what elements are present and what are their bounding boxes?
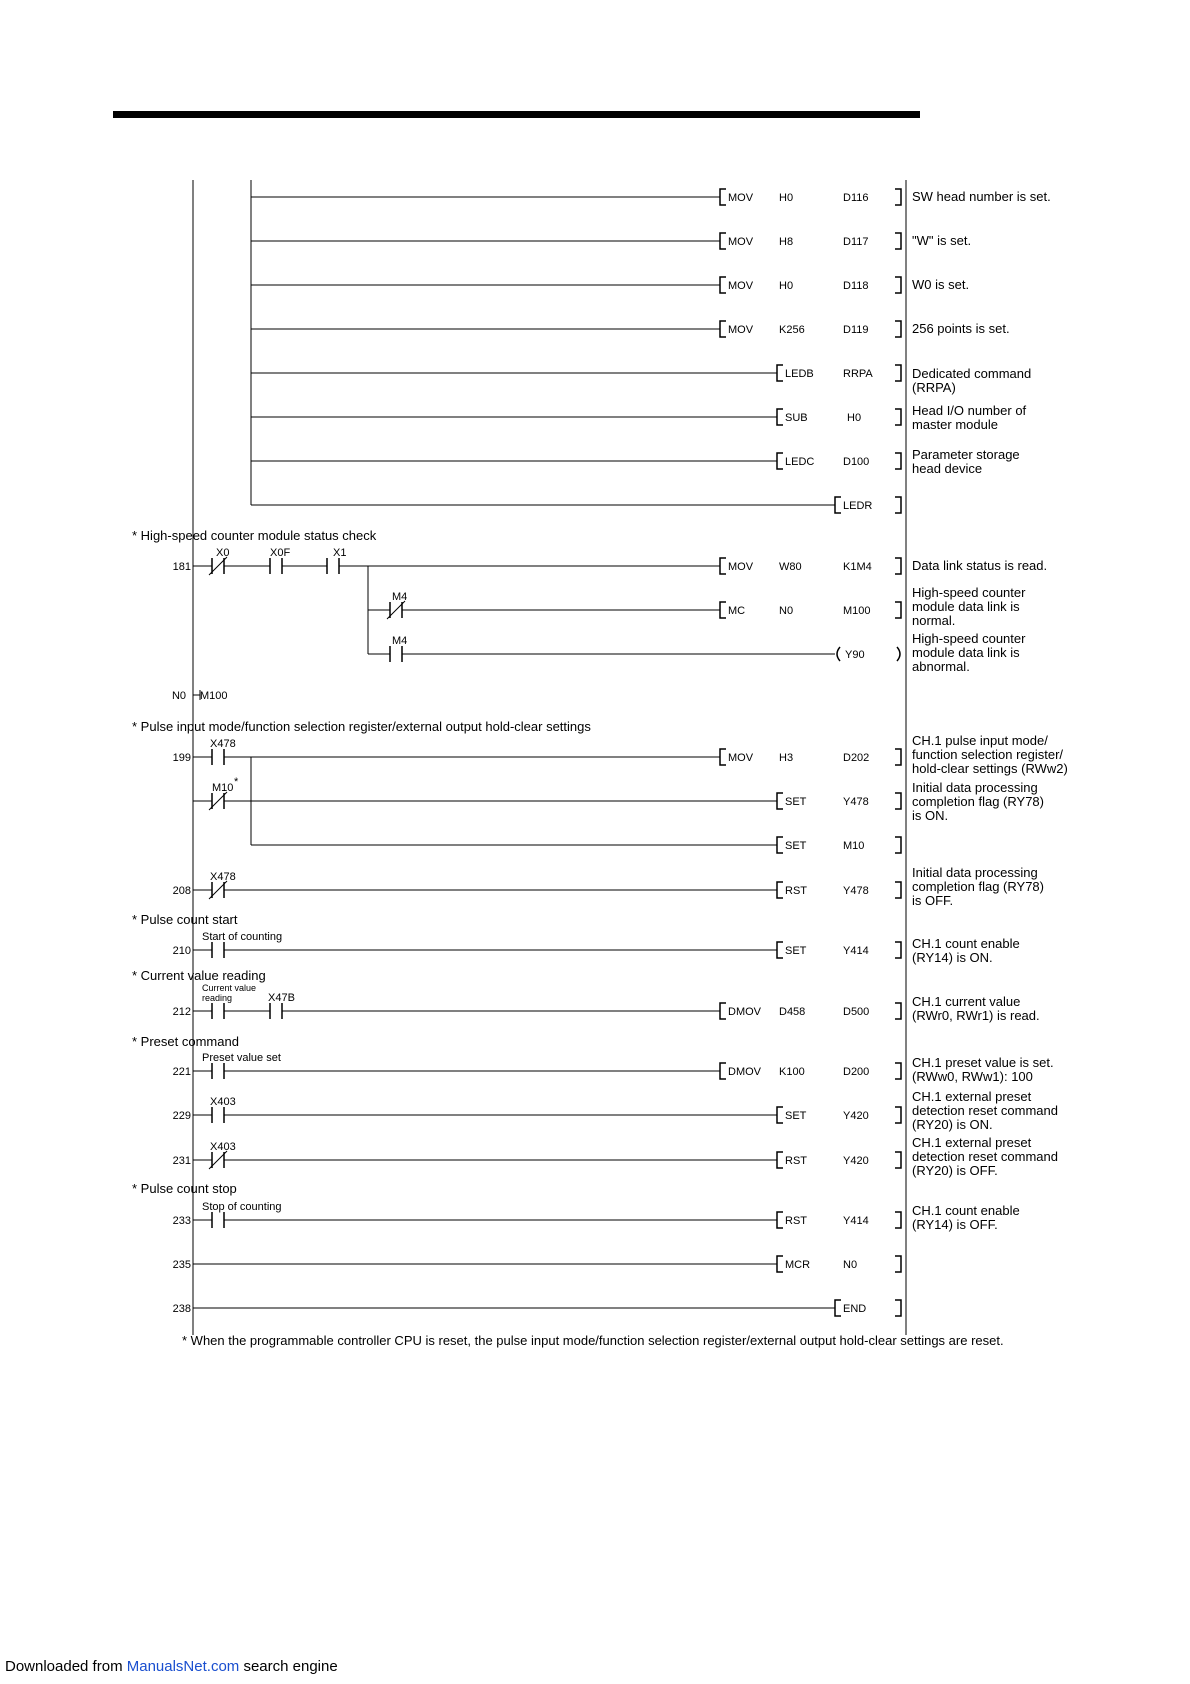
step-212: 212 <box>172 1006 191 1018</box>
contact-cvr <box>212 1003 224 1019</box>
op-21: MCR <box>785 1259 811 1271</box>
op-6: LEDC <box>785 456 815 468</box>
d-11: D202 <box>843 752 870 764</box>
comment-18-1: detection reset command <box>912 1103 1058 1118</box>
step-238: 238 <box>172 1303 191 1315</box>
step-208: 208 <box>172 885 191 897</box>
bracket-rst-3 <box>777 1212 783 1228</box>
section-current-value-reading: * Current value reading <box>132 968 266 983</box>
bracket-end <box>835 1300 841 1316</box>
s-18: Y420 <box>843 1110 869 1122</box>
comment-12-0: Initial data processing <box>912 780 1038 795</box>
comment-9-1: module data link is <box>912 599 1020 614</box>
comment-10-1: module data link is <box>912 645 1020 660</box>
label-x1: X1 <box>333 547 347 559</box>
d-0: D116 <box>843 192 869 204</box>
comment-20-1: (RY14) is OFF. <box>912 1217 998 1232</box>
contact-x403-nc <box>209 1151 227 1169</box>
s-14: Y478 <box>843 885 869 897</box>
comment-4-1: (RRPA) <box>912 380 956 395</box>
op-0: MOV <box>728 192 754 204</box>
comment-15-0: CH.1 count enable <box>912 936 1020 951</box>
d-2: D118 <box>843 280 869 292</box>
s-12: Y478 <box>843 796 869 808</box>
bracket-mov-3 <box>720 277 726 293</box>
comment-18-0: CH.1 external preset <box>912 1089 1032 1104</box>
label-x403-a: X403 <box>210 1096 236 1108</box>
mc-marker-n: N0 <box>171 690 186 702</box>
contact-preset <box>212 1063 224 1079</box>
comment-1-0: "W" is set. <box>912 233 972 248</box>
section-pulse-count-start: * Pulse count start <box>132 912 238 927</box>
contact-x403-no <box>212 1107 224 1123</box>
label-x478-b: X478 <box>210 871 236 883</box>
section-preset-command: * Preset command <box>132 1034 239 1049</box>
s-11: H3 <box>779 752 794 764</box>
op-13: SET <box>785 840 807 852</box>
download-footer <box>5 1658 338 1675</box>
contact-m10 <box>209 792 227 810</box>
comment-17-1: (RWw0, RWw1): 100 <box>912 1069 1033 1084</box>
s-8: W80 <box>779 561 802 573</box>
op-8: MOV <box>728 561 754 573</box>
section-pulse-input: * Pulse input mode/function selection register/external output hold-clear settings <box>132 719 591 734</box>
label-x0f: X0F <box>270 547 291 559</box>
contact-x1 <box>327 558 339 574</box>
op-5: SUB <box>785 412 808 424</box>
d-3: D119 <box>843 324 869 336</box>
comment-15-1: (RY14) is ON. <box>912 950 993 965</box>
s-0: H0 <box>779 192 794 204</box>
bracket-mov-6 <box>720 749 726 765</box>
comment-10-0: High-speed counter <box>912 631 1026 646</box>
header-rule <box>113 111 920 118</box>
s-20: Y414 <box>843 1215 869 1227</box>
comment-4-0: Dedicated command <box>912 366 1032 381</box>
bracket-mov-5 <box>720 558 726 574</box>
d-1: D117 <box>843 236 869 248</box>
op-20: RST <box>785 1215 807 1227</box>
comment-6-0: Parameter storage <box>912 447 1020 462</box>
comment-9-2: normal. <box>912 613 956 628</box>
s-13: M10 <box>843 840 865 852</box>
comment-19-2: (RY20) is OFF. <box>912 1163 998 1178</box>
s-16: D458 <box>779 1006 806 1018</box>
bracket-mov-4 <box>720 321 726 337</box>
label-preset-value-set: Preset value set <box>202 1052 281 1064</box>
step-181: 181 <box>172 561 191 573</box>
section-status-check: * High-speed counter module status check <box>132 528 377 543</box>
comment-14-0: Initial data processing <box>912 865 1038 880</box>
label-m10: M10 <box>212 782 234 794</box>
bracket-ledc <box>777 453 783 469</box>
comment-0-0: SW head number is set. <box>912 189 1051 204</box>
op-4: LEDB <box>785 368 814 380</box>
step-233: 233 <box>172 1215 191 1227</box>
comment-8-0: Data link status is read. <box>912 558 1048 573</box>
bracket-ledr <box>835 497 841 513</box>
op-22: END <box>843 1303 867 1315</box>
comment-10-2: abnormal. <box>912 659 970 674</box>
step-221: 221 <box>172 1066 191 1078</box>
section-pulse-count-stop: * Pulse count stop <box>132 1181 237 1196</box>
s-6: D100 <box>843 456 870 468</box>
comment-14-1: completion flag (RY78) <box>912 879 1044 894</box>
s-9: N0 <box>779 605 794 617</box>
d-8: K1M4 <box>843 561 872 573</box>
bracket-dmov-2 <box>720 1063 726 1079</box>
s-17: K100 <box>779 1066 805 1078</box>
s-2: H0 <box>779 280 794 292</box>
footer-suffix: search engine <box>239 1658 338 1675</box>
op-3: MOV <box>728 324 754 336</box>
op-2: MOV <box>728 280 754 292</box>
op-15: SET <box>785 945 807 957</box>
op-12: SET <box>785 796 807 808</box>
comment-19-1: detection reset command <box>912 1149 1058 1164</box>
s-4: RRPA <box>843 368 873 380</box>
label-x47b: X47B <box>268 992 295 1004</box>
bracket-set-4 <box>777 1107 783 1123</box>
bracket-sub <box>777 409 783 425</box>
label-x0: X0 <box>216 547 230 559</box>
comment-16-1: (RWr0, RWr1) is read. <box>912 1008 1040 1023</box>
bracket-set-1 <box>777 793 783 809</box>
label-x478-a: X478 <box>210 738 236 750</box>
d-16: D500 <box>843 1006 870 1018</box>
comment-17-0: CH.1 preset value is set. <box>912 1055 1054 1070</box>
contact-stop <box>212 1212 224 1228</box>
mc-marker-m: M100 <box>200 690 228 702</box>
label-cvr-line1: Current value <box>202 983 257 993</box>
step-229: 229 <box>172 1110 191 1122</box>
op-9: MC <box>728 605 746 617</box>
op-17: DMOV <box>728 1066 761 1078</box>
label-stop-of-counting: Stop of counting <box>202 1201 282 1213</box>
comment-18-2: (RY20) is ON. <box>912 1117 993 1132</box>
s-21: N0 <box>843 1259 858 1271</box>
contact-m4-nc <box>387 601 405 619</box>
bracket-rst-1 <box>777 882 783 898</box>
s-15: Y414 <box>843 945 869 957</box>
comment-12-1: completion flag (RY78) <box>912 794 1044 809</box>
contact-m4-no <box>390 646 402 662</box>
op-11: MOV <box>728 752 754 764</box>
bracket-mc <box>720 602 726 618</box>
op-10: Y90 <box>845 649 865 661</box>
d-17: D200 <box>843 1066 870 1078</box>
comment-11-1: function selection register/ <box>912 747 1064 762</box>
contact-x0f <box>270 558 282 574</box>
comment-19-0: CH.1 external preset <box>912 1135 1032 1150</box>
label-m4-b: M4 <box>392 635 408 647</box>
label-start-of-counting: Start of counting <box>202 931 283 943</box>
coil-y90-left <box>837 647 840 661</box>
manualsnet-link[interactable]: ManualsNet.com <box>126 1658 240 1675</box>
s-3: K256 <box>779 324 805 336</box>
comment-12-2: is ON. <box>912 808 949 823</box>
contact-start <box>212 942 224 958</box>
bracket-ledb <box>777 365 783 381</box>
contact-x47b <box>270 1003 282 1019</box>
op-19: RST <box>785 1155 807 1167</box>
bracket-rst-2 <box>777 1152 783 1168</box>
footnote: * When the programmable controller CPU is reset, the pulse input mode/function selection register/external output hold-clear settings are reset. <box>182 1333 1004 1348</box>
label-m4-a: M4 <box>392 591 408 603</box>
comment-5-0: Head I/O number of <box>912 403 1027 418</box>
s-19: Y420 <box>843 1155 869 1167</box>
label-x403-b: X403 <box>210 1141 236 1153</box>
comment-16-0: CH.1 current value <box>912 994 1021 1009</box>
step-199: 199 <box>172 752 191 764</box>
comment-6-1: head device <box>912 461 983 476</box>
contact-x478-nc <box>209 881 227 899</box>
comment-20-0: CH.1 count enable <box>912 1203 1020 1218</box>
comment-9-0: High-speed counter <box>912 585 1026 600</box>
op-16: DMOV <box>728 1006 761 1018</box>
op-14: RST <box>785 885 807 897</box>
s-1: H8 <box>779 236 794 248</box>
step-210: 210 <box>172 945 191 957</box>
label-star: * <box>234 776 239 788</box>
comment-5-1: master module <box>912 417 998 432</box>
comment-11-0: CH.1 pulse input mode/ <box>912 733 1048 748</box>
op-7: LEDR <box>843 500 873 512</box>
comment-3-0: 256 points is set. <box>912 321 1010 336</box>
bracket-mov-1 <box>720 189 726 205</box>
footer-prefix: Downloaded from <box>5 1658 127 1675</box>
step-231: 231 <box>172 1155 191 1167</box>
d-9: M100 <box>843 605 871 617</box>
bracket-mov-2 <box>720 233 726 249</box>
contact-x0 <box>209 557 227 575</box>
contact-x478-no <box>212 749 224 765</box>
label-cvr-line2: reading <box>202 993 233 1003</box>
s-5: H0 <box>847 412 862 424</box>
op-1: MOV <box>728 236 754 248</box>
bracket-set-3 <box>777 942 783 958</box>
bracket-dmov-1 <box>720 1003 726 1019</box>
step-235: 235 <box>172 1259 191 1271</box>
op-18: SET <box>785 1110 807 1122</box>
comment-14-2: is OFF. <box>912 893 954 908</box>
comment-11-2: hold-clear settings (RWw2) <box>912 761 1068 776</box>
bracket-mcr <box>777 1256 783 1272</box>
bracket-set-2 <box>777 837 783 853</box>
comment-2-0: W0 is set. <box>912 277 970 292</box>
